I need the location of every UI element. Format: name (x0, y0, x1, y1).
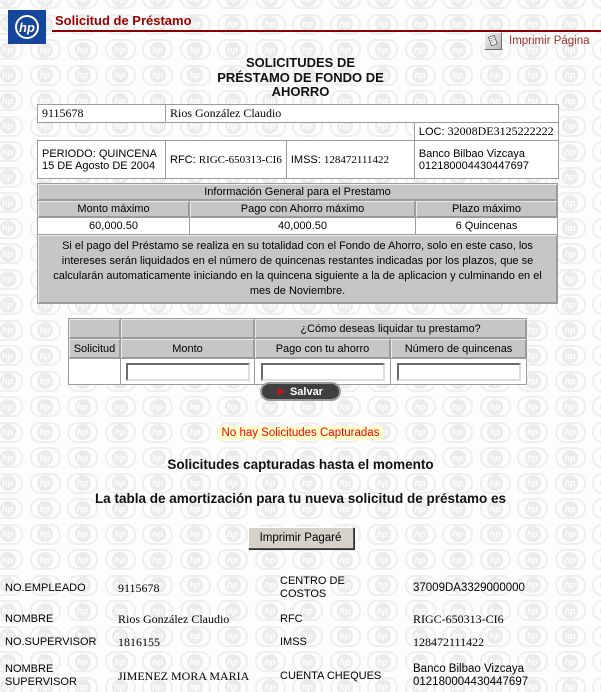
bank-name: Banco Bilbao Vizcaya (418, 147, 526, 160)
no-supervisor-value: 1816155 (118, 635, 160, 649)
rfc-label: RFC: (170, 153, 196, 166)
monto-input[interactable] (126, 363, 250, 381)
pago-ahorro-header: Pago con tu ahorro (255, 339, 391, 359)
monto-header: Monto (121, 339, 255, 359)
empty-cell (38, 123, 415, 141)
plazo-maximo-value: 6 Quincenas (416, 218, 558, 235)
page-title: Solicitud de Préstamo (55, 13, 192, 28)
no-requests-text: No hay Solicitudes Capturadas (218, 426, 384, 440)
employee-id-cell: 9115678 (38, 105, 166, 123)
solicitud-header: Solicitud (69, 339, 121, 359)
main-heading-line2: PRÉSTAMO DE FONDO DE (217, 69, 384, 85)
pago-ahorro-input-cell (255, 359, 391, 385)
print-page-button[interactable] (484, 32, 590, 50)
form-question: ¿Cómo deseas liquidar tu prestamo? (255, 319, 527, 339)
printer-icon (484, 32, 502, 50)
quincenas-header: Número de quincenas (391, 339, 527, 359)
info-general-table (37, 183, 558, 304)
save-button-row (0, 382, 601, 401)
periodo-cell: PERIODO: QUINCENA 15 DE Agosto DE 2004 (38, 141, 166, 179)
bank-account: 012180004430447697 (418, 159, 529, 172)
pago-ahorro-input[interactable] (261, 363, 385, 381)
no-supervisor-label: NO.SUPERVISOR (5, 636, 97, 648)
nombre-supervisor-label: NOMBRE SUPERVISOR (5, 663, 77, 688)
info-general-title: Información General para el Prestamo (38, 184, 558, 201)
empty-header-cell (69, 319, 121, 339)
monto-maximo-header: Monto máximo (38, 201, 190, 218)
nombre-label: NOMBRE (5, 613, 54, 625)
pago-ahorro-maximo-header: Pago con Ahorro máximo (190, 201, 416, 218)
employee-details-grid (5, 568, 591, 692)
no-requests-message (0, 423, 601, 441)
no-empleado-value: 9115678 (118, 580, 160, 595)
main-heading (0, 56, 601, 100)
solicitud-empty-cell (69, 359, 121, 385)
print-page-label: Imprimir Página (509, 35, 590, 47)
no-empleado-label: NO.EMPLEADO (5, 581, 86, 594)
imss-cell (286, 141, 414, 179)
imss-value: 128472111422 (323, 153, 390, 166)
cuenta-cheques-value: Banco Bilbao Vizcaya 012180004430447697 (413, 663, 529, 688)
employee-name-cell: Rios González Claudio (166, 105, 559, 123)
monto-input-cell (121, 359, 255, 385)
main-heading-line3: AHORRO (271, 84, 330, 99)
loan-request-form (68, 318, 527, 385)
imss-label: IMSS: (290, 153, 321, 166)
monto-maximo-value: 60,000.50 (38, 218, 190, 235)
print-pagare-row (0, 527, 601, 549)
loc-label: LOC: (418, 126, 445, 138)
hp-logo-icon: hp (15, 15, 39, 39)
main-heading-line1: SOLICITUDES DE (245, 55, 356, 70)
imss-footer-label: IMSS (280, 636, 307, 648)
cuenta-cheques-label: CUENTA CHEQUES (280, 669, 382, 682)
rfc-footer-label: RFC (280, 613, 303, 625)
plazo-maximo-header: Plazo máximo (416, 201, 558, 218)
centro-costos-value: 37009DA3329000000 (413, 581, 525, 594)
quincenas-input[interactable] (397, 363, 521, 381)
save-button-label: Salvar (289, 385, 323, 398)
nombre-supervisor-value: JIMENEZ MORA MARIA (118, 668, 250, 683)
play-icon: ▶ (278, 386, 285, 396)
captured-requests-heading: Solicitudes capturadas hasta el momento (167, 457, 434, 472)
amortization-heading: La tabla de amortización para tu nueva solicitud de préstamo es (94, 491, 507, 506)
save-button[interactable] (260, 382, 341, 401)
loc-cell (414, 123, 558, 141)
rfc-cell (166, 141, 287, 179)
empty-header-cell (121, 319, 255, 339)
loc-value: 32008DE3125222222 (447, 124, 554, 138)
hp-logo (8, 10, 46, 44)
rfc-value: RIGC-650313-CI6 (198, 153, 282, 166)
nombre-value: Rios González Claudio (118, 612, 230, 626)
centro-costos-label: CENTRO DE COSTOS (280, 575, 345, 600)
employee-info-table (37, 104, 559, 179)
loan-terms-note: Si el pago del Préstamo se realiza en su totalidad con el Fondo de Ahorro, solo en este caso, los intereses serán liquidados en el número de quincenas restantes indicadas por los plazos, que se calcularán automaticamente iniciando en la quincena siguiente a la de aplicacion y culminando en el mes de Noviembre. (38, 235, 558, 304)
quincenas-input-cell (391, 359, 527, 385)
print-pagare-button[interactable]: Imprimir Pagaré (248, 527, 354, 549)
bank-cell (414, 141, 558, 179)
pago-ahorro-maximo-value: 40,000.50 (190, 218, 416, 235)
imss-footer-value: 128472111422 (413, 635, 485, 649)
rfc-footer-value: RIGC-650313-CI6 (413, 612, 504, 626)
